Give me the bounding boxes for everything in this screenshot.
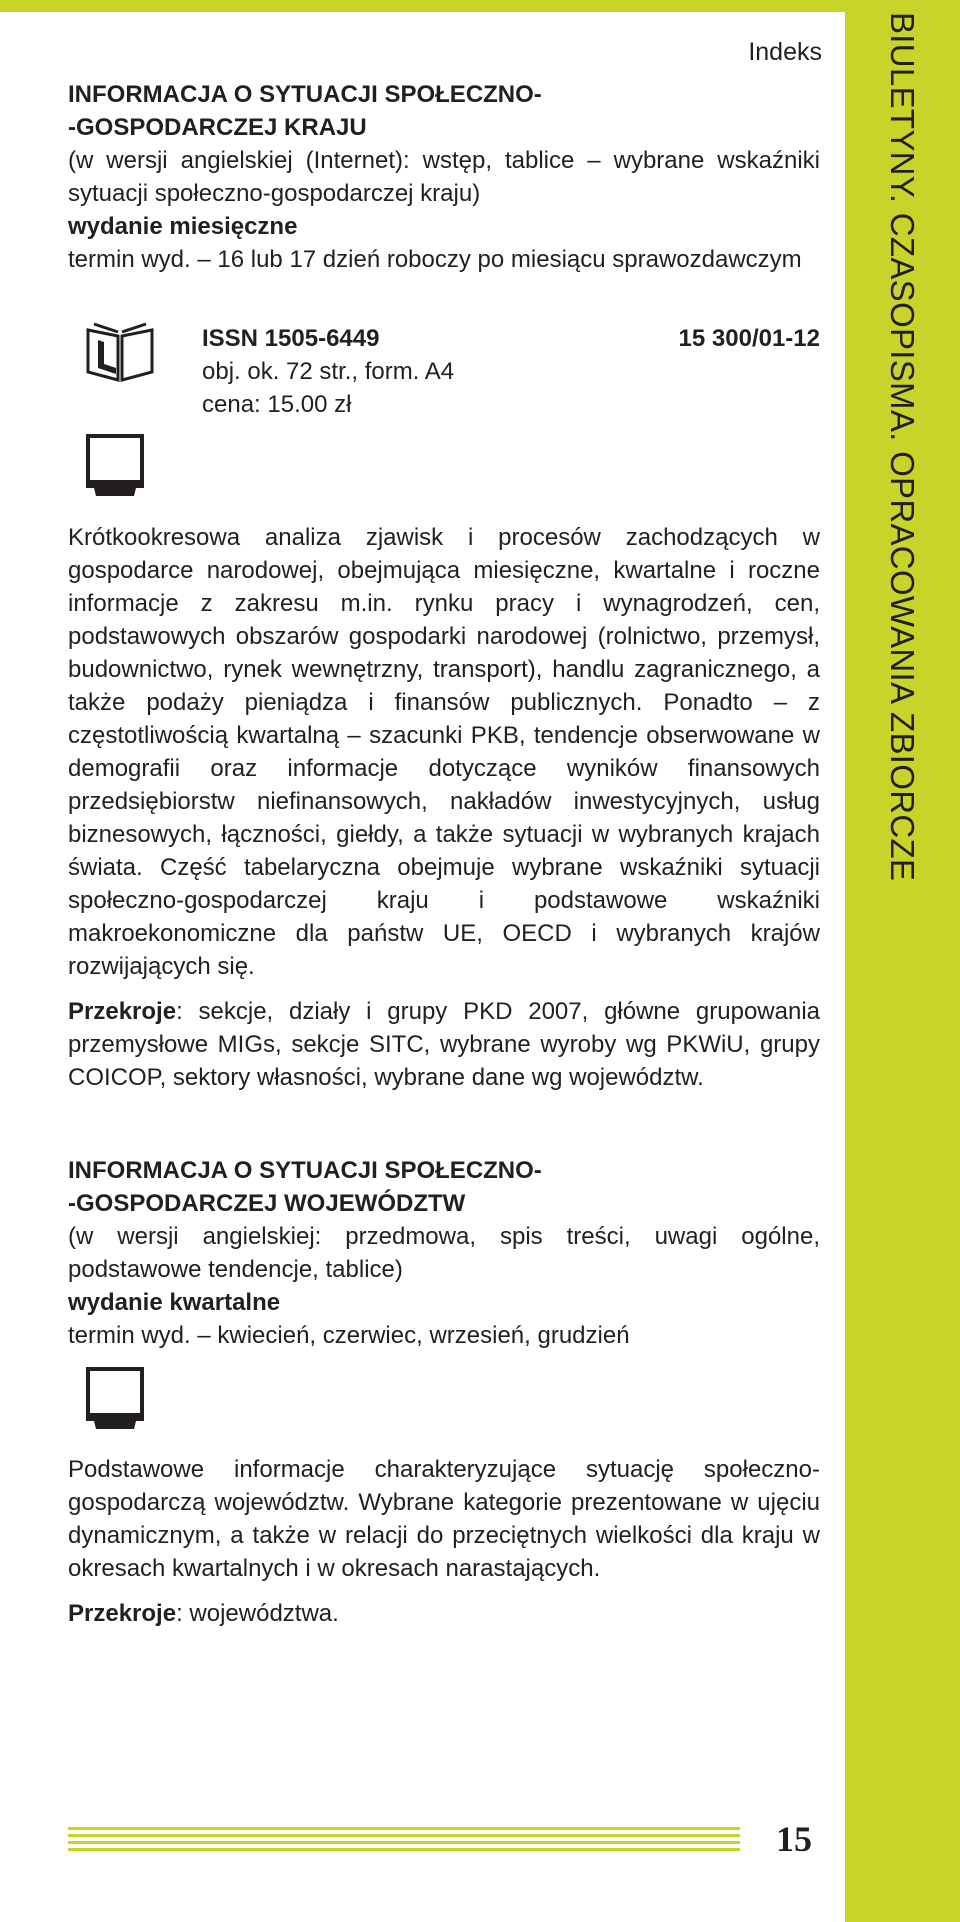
entry-2-sections-text: : województwa. — [176, 1600, 339, 1627]
entry-2-title-line2: -GOSPODARCZEJ WOJEWÓDZTW — [68, 1190, 466, 1217]
entry-2-release: termin wyd. – kwiecień, czerwiec, wrzesień, grudzień — [68, 1322, 630, 1349]
entry-2-subtitle: (w wersji angielskiej: przedmowa, spis treści, uwagi ogólne, podstawowe tendencje, tablice) — [68, 1223, 820, 1283]
monitor-icon — [84, 1367, 148, 1431]
entry-1-sections — [68, 995, 820, 1094]
entry-2-body — [68, 1453, 820, 1630]
top-accent-band — [0, 0, 960, 12]
entry-1-title-line1: INFORMACJA O SYTUACJI SPOŁECZNO- — [68, 81, 542, 108]
monitor-icon — [84, 434, 148, 498]
entry-1-header — [68, 78, 820, 276]
entry-1-price: cena: 15.00 zł — [202, 391, 352, 418]
entry-2-description: Podstawowe informacje charakteryzujące sytuację społeczno-gospodarczą województw. Wybrane kategorie prezentowane w ujęciu dynamicznym, a także w relacji do przeciętnych wielkości dla kraju w okresach kwartalnych i w okresach narastających. — [68, 1456, 820, 1582]
entry-1-issn-block — [202, 322, 820, 421]
entry-1-sections-label: Przekroje — [68, 998, 177, 1025]
entry-2-header — [68, 1154, 820, 1352]
entry-2-sections — [68, 1597, 820, 1630]
entry-1-volume: obj. ok. 72 str., form. A4 — [202, 358, 455, 385]
entry-1-edition: wydanie miesięczne — [68, 213, 298, 240]
footer-rule — [68, 1834, 740, 1837]
index-label: Indeks — [748, 38, 822, 66]
entry-2-title-line1: INFORMACJA O SYTUACJI SPOŁECZNO- — [68, 1157, 542, 1184]
entry-1-description: Krótkookresowa analiza zjawisk i procesów zachodzących w gospodarce narodowej, obejmująca miesięczne, kwartalne i roczne informacje z zakresu m.in. rynku pracy i wynagrodzeń, cen, podstawowych obszarów gospodarki narodowej (rolnictwo, przemysł, budownictwo, rynek wewnętrzny, transport), handlu zagranicznego, a także podaży pieniądza i finansów publicznych. Ponadto – z częstotliwością kwartalną – szacunki PKB, tendencje obserwowane w demografii oraz informacje dotyczące wyników finansowych przedsiębiorstw niefinansowych, nakładów inwestycyjnych, usług biznesowych, łączności, giełdy, a także sytuacji w wybranych krajach świata. Część tabelaryczna obejmuje wybrane wskaźniki sytuacji społeczno-gospodarczej kraju i podstawowe wskaźniki makroekonomiczne dla państw UE, OECD i wybranych krajów rozwijających się. — [68, 524, 820, 980]
footer-rule — [68, 1827, 740, 1830]
book-icon — [84, 322, 156, 384]
entry-1-body — [68, 521, 820, 1094]
side-banner-text: BIULETYNY. CZASOPISMA. OPRACOWANIA ZBIORCZE — [884, 12, 921, 882]
entry-1-issn: ISSN 1505-6449 — [202, 325, 380, 352]
entry-2-sections-label: Przekroje — [68, 1600, 177, 1627]
entry-1-code: 15 300/01-12 — [678, 325, 820, 352]
page-number: 15 — [776, 1819, 812, 1859]
footer-rule — [68, 1848, 740, 1851]
entry-2-edition: wydanie kwartalne — [68, 1289, 281, 1316]
entry-1-title-line2: -GOSPODARCZEJ KRAJU — [68, 114, 367, 141]
entry-1-sections-text: : sekcje, działy i grupy PKD 2007, główne grupowania przemysłowe MIGs, sekcje SITC, wybrane wyroby wg PKWiU, grupy COICOP, sektory własności, wybrane dane wg województw. — [68, 998, 820, 1091]
entry-1-subtitle: (w wersji angielskiej (Internet): wstęp, tablice – wybrane wskaźniki sytuacji społeczno-gospodarczej kraju) — [68, 147, 820, 207]
footer-rule — [68, 1841, 740, 1844]
entry-1-release: termin wyd. – 16 lub 17 dzień roboczy po miesiącu sprawozdawczym — [68, 246, 802, 273]
